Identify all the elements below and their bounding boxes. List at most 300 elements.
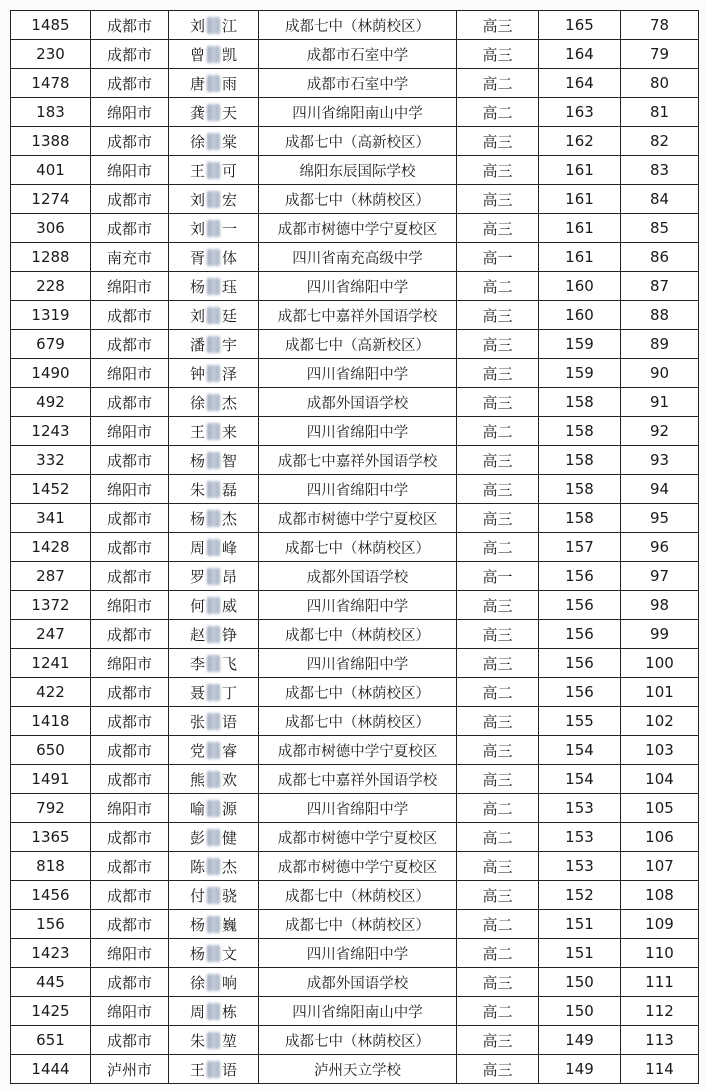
name-last-char: 欢 xyxy=(222,770,238,789)
cell-name xyxy=(169,185,259,214)
name-redaction-blur xyxy=(207,974,220,991)
cell-grade: 高三 xyxy=(457,707,539,736)
name-first-char: 王 xyxy=(189,161,205,180)
cell-score: 159 xyxy=(539,330,621,359)
cell-name xyxy=(169,997,259,1026)
name-first-char: 付 xyxy=(189,886,205,905)
name-redaction-blur xyxy=(207,191,220,208)
name-redaction-blur xyxy=(207,655,220,672)
cell-rank: 80 xyxy=(621,69,699,98)
cell-id: 650 xyxy=(11,736,91,765)
cell-name xyxy=(169,330,259,359)
cell-school: 成都七中（林荫校区） xyxy=(259,185,457,214)
name-redaction-blur xyxy=(207,17,220,34)
name-first-char: 朱 xyxy=(189,1031,205,1050)
name-first-char: 喻 xyxy=(189,799,205,818)
name-last-char: 丁 xyxy=(222,683,238,702)
cell-city: 成都市 xyxy=(91,330,169,359)
cell-city: 成都市 xyxy=(91,736,169,765)
table-row xyxy=(11,707,699,736)
cell-rank: 108 xyxy=(621,881,699,910)
name-first-char: 王 xyxy=(189,1060,205,1079)
cell-grade: 高三 xyxy=(457,446,539,475)
cell-name xyxy=(169,417,259,446)
cell-grade: 高三 xyxy=(457,301,539,330)
cell-rank: 107 xyxy=(621,852,699,881)
name-redaction-blur xyxy=(207,336,220,353)
cell-id: 1485 xyxy=(11,11,91,40)
table-row xyxy=(11,794,699,823)
name-first-char: 刘 xyxy=(189,306,205,325)
name-first-char: 何 xyxy=(189,596,205,615)
cell-city: 成都市 xyxy=(91,214,169,243)
cell-score: 161 xyxy=(539,243,621,272)
cell-school: 成都七中嘉祥外国语学校 xyxy=(259,446,457,475)
cell-score: 161 xyxy=(539,214,621,243)
cell-rank: 89 xyxy=(621,330,699,359)
cell-name xyxy=(169,11,259,40)
cell-id: 422 xyxy=(11,678,91,707)
cell-name xyxy=(169,678,259,707)
name-first-char: 彭 xyxy=(189,828,205,847)
cell-city: 绵阳市 xyxy=(91,359,169,388)
cell-id: 1423 xyxy=(11,939,91,968)
name-first-char: 王 xyxy=(189,422,205,441)
table-row xyxy=(11,446,699,475)
name-first-char: 罗 xyxy=(189,567,205,586)
name-last-char: 堃 xyxy=(222,1031,238,1050)
cell-rank: 87 xyxy=(621,272,699,301)
cell-id: 1456 xyxy=(11,881,91,910)
name-redaction-blur xyxy=(207,829,220,846)
cell-rank: 113 xyxy=(621,1026,699,1055)
table-row xyxy=(11,504,699,533)
cell-school: 四川省南充高级中学 xyxy=(259,243,457,272)
name-last-char: 源 xyxy=(222,799,238,818)
cell-name xyxy=(169,388,259,417)
cell-grade: 高二 xyxy=(457,98,539,127)
cell-id: 306 xyxy=(11,214,91,243)
cell-score: 154 xyxy=(539,736,621,765)
name-last-char: 杰 xyxy=(222,393,238,412)
name-first-char: 赵 xyxy=(189,625,205,644)
name-last-char: 珏 xyxy=(222,277,238,296)
name-last-char: 巍 xyxy=(222,915,238,934)
cell-school: 成都外国语学校 xyxy=(259,968,457,997)
cell-school: 成都七中（高新校区） xyxy=(259,330,457,359)
name-last-char: 昂 xyxy=(222,567,238,586)
cell-id: 1452 xyxy=(11,475,91,504)
cell-school: 成都七中（林荫校区） xyxy=(259,678,457,707)
table-row xyxy=(11,939,699,968)
cell-grade: 高三 xyxy=(457,359,539,388)
cell-city: 成都市 xyxy=(91,11,169,40)
cell-id: 792 xyxy=(11,794,91,823)
name-redaction-blur xyxy=(207,481,220,498)
name-redaction-blur xyxy=(207,1032,220,1049)
cell-name xyxy=(169,707,259,736)
cell-score: 156 xyxy=(539,678,621,707)
cell-grade: 高三 xyxy=(457,504,539,533)
name-first-char: 聂 xyxy=(189,683,205,702)
cell-grade: 高三 xyxy=(457,388,539,417)
name-redaction-blur xyxy=(207,539,220,556)
cell-grade: 高二 xyxy=(457,533,539,562)
cell-school: 成都市树德中学宁夏校区 xyxy=(259,214,457,243)
name-redaction-blur xyxy=(207,394,220,411)
name-first-char: 朱 xyxy=(189,480,205,499)
name-redaction-blur xyxy=(207,423,220,440)
cell-rank: 99 xyxy=(621,620,699,649)
cell-rank: 92 xyxy=(621,417,699,446)
cell-city: 成都市 xyxy=(91,388,169,417)
table-row xyxy=(11,591,699,620)
name-last-char: 飞 xyxy=(222,654,238,673)
table-row xyxy=(11,910,699,939)
name-first-char: 陈 xyxy=(189,857,205,876)
cell-school: 四川省绵阳中学 xyxy=(259,359,457,388)
cell-name xyxy=(169,765,259,794)
name-last-char: 睿 xyxy=(222,741,238,760)
name-last-char: 廷 xyxy=(222,306,238,325)
cell-grade: 高三 xyxy=(457,649,539,678)
cell-school: 四川省绵阳中学 xyxy=(259,939,457,968)
name-first-char: 熊 xyxy=(189,770,205,789)
cell-grade: 高二 xyxy=(457,69,539,98)
cell-score: 163 xyxy=(539,98,621,127)
table-row xyxy=(11,40,699,69)
cell-school: 成都七中（高新校区） xyxy=(259,127,457,156)
cell-grade: 高三 xyxy=(457,40,539,69)
name-last-char: 智 xyxy=(222,451,238,470)
cell-id: 1490 xyxy=(11,359,91,388)
cell-id: 1491 xyxy=(11,765,91,794)
name-redaction-blur xyxy=(207,684,220,701)
name-last-char: 文 xyxy=(222,944,238,963)
cell-rank: 114 xyxy=(621,1055,699,1084)
cell-city: 成都市 xyxy=(91,69,169,98)
cell-id: 1288 xyxy=(11,243,91,272)
cell-rank: 100 xyxy=(621,649,699,678)
table-row xyxy=(11,301,699,330)
cell-score: 156 xyxy=(539,649,621,678)
cell-rank: 85 xyxy=(621,214,699,243)
cell-city: 成都市 xyxy=(91,185,169,214)
name-first-char: 胥 xyxy=(189,248,205,267)
cell-name xyxy=(169,504,259,533)
cell-name xyxy=(169,968,259,997)
cell-school: 成都七中（林荫校区） xyxy=(259,707,457,736)
cell-city: 泸州市 xyxy=(91,1055,169,1084)
cell-school: 成都市树德中学宁夏校区 xyxy=(259,736,457,765)
cell-school: 成都七中（林荫校区） xyxy=(259,620,457,649)
table-row xyxy=(11,765,699,794)
cell-grade: 高三 xyxy=(457,620,539,649)
cell-grade: 高三 xyxy=(457,881,539,910)
cell-rank: 112 xyxy=(621,997,699,1026)
name-last-char: 宇 xyxy=(222,335,238,354)
cell-rank: 96 xyxy=(621,533,699,562)
name-redaction-blur xyxy=(207,887,220,904)
cell-grade: 高三 xyxy=(457,1055,539,1084)
name-redaction-blur xyxy=(207,597,220,614)
cell-name xyxy=(169,301,259,330)
name-redaction-blur xyxy=(207,249,220,266)
cell-city: 绵阳市 xyxy=(91,939,169,968)
name-first-char: 杨 xyxy=(189,277,205,296)
cell-name xyxy=(169,127,259,156)
cell-name xyxy=(169,475,259,504)
cell-grade: 高三 xyxy=(457,765,539,794)
cell-rank: 95 xyxy=(621,504,699,533)
name-first-char: 曾 xyxy=(189,45,205,64)
cell-id: 818 xyxy=(11,852,91,881)
table-row xyxy=(11,127,699,156)
cell-rank: 109 xyxy=(621,910,699,939)
name-redaction-blur xyxy=(207,46,220,63)
cell-rank: 106 xyxy=(621,823,699,852)
cell-rank: 86 xyxy=(621,243,699,272)
cell-name xyxy=(169,1026,259,1055)
table-row xyxy=(11,533,699,562)
table-row xyxy=(11,11,699,40)
cell-school: 成都七中（林荫校区） xyxy=(259,910,457,939)
cell-rank: 81 xyxy=(621,98,699,127)
name-last-char: 健 xyxy=(222,828,238,847)
name-redaction-blur xyxy=(207,75,220,92)
cell-score: 164 xyxy=(539,40,621,69)
cell-city: 成都市 xyxy=(91,910,169,939)
cell-id: 1241 xyxy=(11,649,91,678)
cell-name xyxy=(169,620,259,649)
cell-school: 四川省绵阳南山中学 xyxy=(259,997,457,1026)
cell-school: 成都七中嘉祥外国语学校 xyxy=(259,765,457,794)
cell-rank: 90 xyxy=(621,359,699,388)
cell-school: 成都七中嘉祥外国语学校 xyxy=(259,301,457,330)
cell-grade: 高三 xyxy=(457,736,539,765)
cell-score: 153 xyxy=(539,823,621,852)
cell-id: 1428 xyxy=(11,533,91,562)
cell-school: 成都市树德中学宁夏校区 xyxy=(259,852,457,881)
cell-id: 445 xyxy=(11,968,91,997)
cell-name xyxy=(169,214,259,243)
cell-city: 成都市 xyxy=(91,620,169,649)
cell-rank: 102 xyxy=(621,707,699,736)
cell-school: 成都市树德中学宁夏校区 xyxy=(259,823,457,852)
cell-score: 158 xyxy=(539,388,621,417)
name-redaction-blur xyxy=(207,771,220,788)
cell-grade: 高二 xyxy=(457,272,539,301)
cell-score: 157 xyxy=(539,533,621,562)
cell-grade: 高三 xyxy=(457,156,539,185)
cell-city: 绵阳市 xyxy=(91,156,169,185)
cell-score: 158 xyxy=(539,446,621,475)
cell-school: 泸州天立学校 xyxy=(259,1055,457,1084)
name-first-char: 徐 xyxy=(189,132,205,151)
cell-grade: 高二 xyxy=(457,823,539,852)
cell-name xyxy=(169,272,259,301)
name-redaction-blur xyxy=(207,452,220,469)
cell-score: 151 xyxy=(539,939,621,968)
cell-id: 1418 xyxy=(11,707,91,736)
cell-city: 绵阳市 xyxy=(91,997,169,1026)
cell-score: 158 xyxy=(539,504,621,533)
cell-name xyxy=(169,533,259,562)
cell-school: 四川省绵阳中学 xyxy=(259,417,457,446)
name-first-char: 唐 xyxy=(189,74,205,93)
cell-school: 成都七中（林荫校区） xyxy=(259,533,457,562)
name-last-char: 铮 xyxy=(222,625,238,644)
name-first-char: 杨 xyxy=(189,451,205,470)
name-first-char: 周 xyxy=(189,1002,205,1021)
name-redaction-blur xyxy=(207,1003,220,1020)
cell-name xyxy=(169,359,259,388)
cell-id: 1274 xyxy=(11,185,91,214)
cell-school: 四川省绵阳中学 xyxy=(259,272,457,301)
name-redaction-blur xyxy=(207,916,220,933)
table-row xyxy=(11,736,699,765)
table-row xyxy=(11,852,699,881)
cell-id: 1444 xyxy=(11,1055,91,1084)
cell-grade: 高三 xyxy=(457,968,539,997)
table-row xyxy=(11,156,699,185)
table-row xyxy=(11,997,699,1026)
name-redaction-blur xyxy=(207,800,220,817)
cell-name xyxy=(169,591,259,620)
cell-name xyxy=(169,939,259,968)
name-last-char: 江 xyxy=(222,16,238,35)
cell-id: 651 xyxy=(11,1026,91,1055)
table-row xyxy=(11,968,699,997)
name-first-char: 杨 xyxy=(189,944,205,963)
cell-score: 149 xyxy=(539,1026,621,1055)
table-row xyxy=(11,649,699,678)
cell-city: 南充市 xyxy=(91,243,169,272)
cell-city: 成都市 xyxy=(91,504,169,533)
name-redaction-blur xyxy=(207,133,220,150)
cell-id: 230 xyxy=(11,40,91,69)
name-redaction-blur xyxy=(207,278,220,295)
cell-city: 成都市 xyxy=(91,881,169,910)
cell-city: 绵阳市 xyxy=(91,417,169,446)
cell-id: 401 xyxy=(11,156,91,185)
cell-rank: 84 xyxy=(621,185,699,214)
cell-name xyxy=(169,243,259,272)
cell-grade: 高三 xyxy=(457,127,539,156)
cell-id: 332 xyxy=(11,446,91,475)
cell-city: 绵阳市 xyxy=(91,591,169,620)
cell-school: 四川省绵阳中学 xyxy=(259,649,457,678)
name-first-char: 徐 xyxy=(189,393,205,412)
cell-score: 156 xyxy=(539,591,621,620)
cell-city: 成都市 xyxy=(91,1026,169,1055)
table-row xyxy=(11,475,699,504)
cell-city: 成都市 xyxy=(91,707,169,736)
cell-city: 成都市 xyxy=(91,40,169,69)
cell-city: 成都市 xyxy=(91,765,169,794)
cell-score: 153 xyxy=(539,852,621,881)
cell-rank: 104 xyxy=(621,765,699,794)
cell-id: 1372 xyxy=(11,591,91,620)
table-row xyxy=(11,359,699,388)
cell-name xyxy=(169,40,259,69)
cell-city: 绵阳市 xyxy=(91,272,169,301)
cell-name xyxy=(169,156,259,185)
cell-rank: 105 xyxy=(621,794,699,823)
cell-grade: 高三 xyxy=(457,214,539,243)
name-last-char: 杰 xyxy=(222,857,238,876)
cell-city: 成都市 xyxy=(91,852,169,881)
name-redaction-blur xyxy=(207,1061,220,1078)
cell-id: 679 xyxy=(11,330,91,359)
cell-name xyxy=(169,910,259,939)
cell-score: 161 xyxy=(539,185,621,214)
name-last-char: 凯 xyxy=(222,45,238,64)
cell-city: 绵阳市 xyxy=(91,98,169,127)
table-row xyxy=(11,1055,699,1084)
name-redaction-blur xyxy=(207,365,220,382)
table-row xyxy=(11,330,699,359)
name-last-char: 宏 xyxy=(222,190,238,209)
name-last-char: 峰 xyxy=(222,538,238,557)
cell-rank: 88 xyxy=(621,301,699,330)
name-first-char: 钟 xyxy=(189,364,205,383)
score-table xyxy=(10,10,699,1084)
name-first-char: 刘 xyxy=(189,219,205,238)
cell-grade: 高三 xyxy=(457,330,539,359)
cell-city: 成都市 xyxy=(91,678,169,707)
cell-city: 成都市 xyxy=(91,562,169,591)
cell-rank: 94 xyxy=(621,475,699,504)
cell-score: 155 xyxy=(539,707,621,736)
cell-grade: 高二 xyxy=(457,939,539,968)
table-row xyxy=(11,678,699,707)
cell-school: 四川省绵阳中学 xyxy=(259,591,457,620)
cell-id: 492 xyxy=(11,388,91,417)
table-row xyxy=(11,823,699,852)
cell-id: 1365 xyxy=(11,823,91,852)
cell-id: 247 xyxy=(11,620,91,649)
cell-score: 156 xyxy=(539,562,621,591)
name-redaction-blur xyxy=(207,307,220,324)
cell-score: 160 xyxy=(539,301,621,330)
cell-rank: 110 xyxy=(621,939,699,968)
cell-grade: 高二 xyxy=(457,910,539,939)
table-body xyxy=(11,11,699,1084)
name-last-char: 来 xyxy=(222,422,238,441)
cell-school: 成都市石室中学 xyxy=(259,40,457,69)
cell-name xyxy=(169,736,259,765)
table-row xyxy=(11,620,699,649)
name-first-char: 张 xyxy=(189,712,205,731)
name-redaction-blur xyxy=(207,742,220,759)
name-last-char: 响 xyxy=(222,973,238,992)
cell-rank: 78 xyxy=(621,11,699,40)
cell-id: 228 xyxy=(11,272,91,301)
cell-school: 成都外国语学校 xyxy=(259,562,457,591)
cell-school: 成都市石室中学 xyxy=(259,69,457,98)
name-last-char: 骁 xyxy=(222,886,238,905)
name-first-char: 杨 xyxy=(189,915,205,934)
cell-name xyxy=(169,562,259,591)
cell-school: 成都七中（林荫校区） xyxy=(259,11,457,40)
cell-rank: 97 xyxy=(621,562,699,591)
name-last-char: 杰 xyxy=(222,509,238,528)
table-row xyxy=(11,417,699,446)
cell-grade: 高三 xyxy=(457,1026,539,1055)
cell-city: 成都市 xyxy=(91,968,169,997)
name-redaction-blur xyxy=(207,510,220,527)
